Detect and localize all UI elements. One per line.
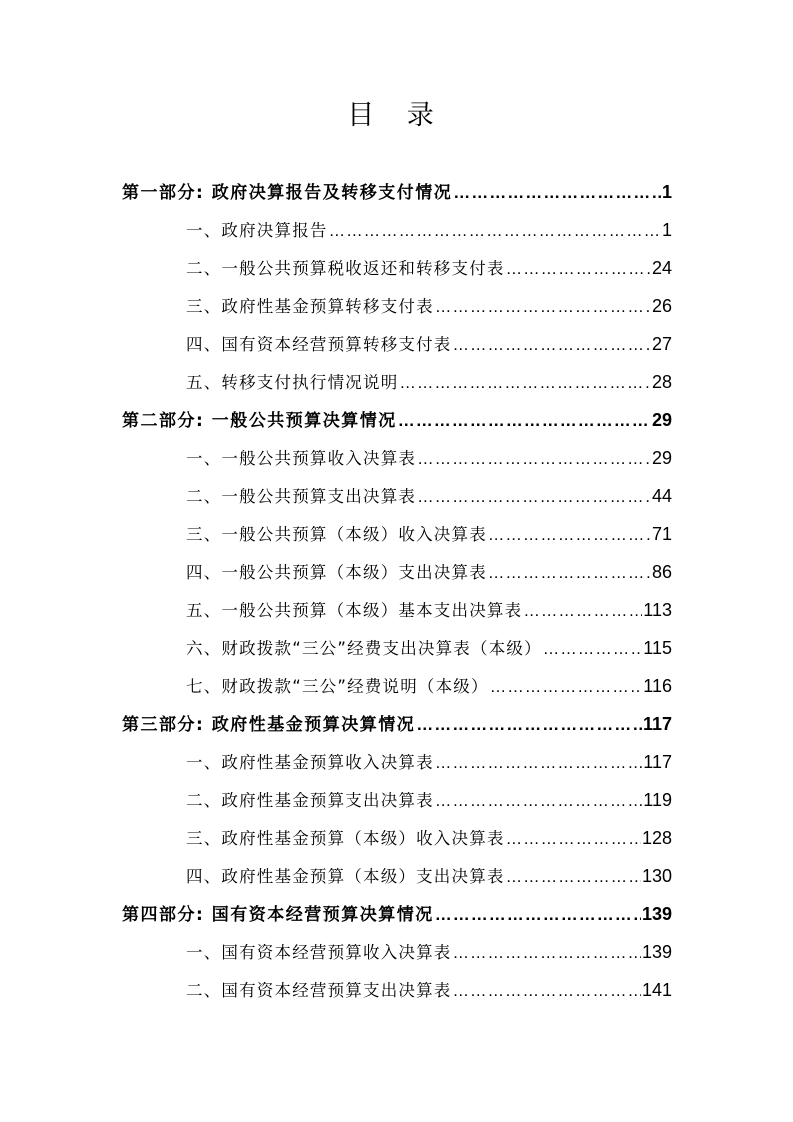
- toc-item[interactable]: [186, 933, 672, 971]
- toc-leader: [488, 516, 651, 553]
- toc-label: 二、政府性基金预算支出决算表: [186, 791, 434, 810]
- toc-leader: [417, 478, 651, 515]
- toc-label: 四、政府性基金预算（本级）支出决算表: [186, 867, 505, 886]
- toc-item[interactable]: [186, 287, 672, 325]
- toc-item[interactable]: [186, 781, 672, 819]
- toc-page-number: 28: [651, 372, 672, 392]
- toc-item[interactable]: [186, 325, 672, 363]
- toc-page-number: 29: [651, 448, 672, 468]
- toc-page-number: 128: [641, 828, 672, 848]
- toc-item[interactable]: [186, 857, 672, 895]
- toc-part-4[interactable]: [122, 895, 672, 933]
- toc-leader: [329, 212, 661, 249]
- toc-item[interactable]: [186, 515, 672, 553]
- toc-part-2[interactable]: [122, 401, 672, 439]
- toc-leader: [453, 972, 641, 1009]
- toc-label: 三、政府性基金预算转移支付表: [186, 297, 434, 316]
- toc-label: 一、政府决算报告: [186, 221, 328, 240]
- toc-leader: [435, 896, 641, 933]
- toc-label: 五、一般公共预算（本级）基本支出决算表: [186, 601, 523, 620]
- toc-leader: [506, 858, 641, 895]
- toc-leader: [435, 744, 642, 781]
- toc-item[interactable]: [186, 629, 672, 667]
- toc-part-1[interactable]: [122, 173, 672, 211]
- toc-item[interactable]: [186, 477, 672, 515]
- toc-page-number: 29: [651, 410, 672, 430]
- toc-leader: [523, 592, 642, 629]
- page-title: 目 录: [347, 100, 446, 131]
- toc-leader: [453, 934, 641, 971]
- toc-label: 四、一般公共预算（本级）支出决算表: [186, 563, 487, 582]
- toc-page-number: 119: [643, 790, 672, 810]
- toc-label: 五、转移支付执行情况说明: [186, 373, 399, 392]
- toc-label: 二、一般公共预算支出决算表: [186, 487, 417, 506]
- toc-page-number: 24: [651, 258, 672, 278]
- toc-leader: [506, 820, 641, 857]
- toc-item[interactable]: [186, 819, 672, 857]
- toc-page-number: 115: [643, 638, 672, 658]
- toc-leader: [398, 402, 651, 439]
- toc-item[interactable]: [186, 439, 672, 477]
- toc-item[interactable]: [186, 363, 672, 401]
- toc-page-number: 113: [643, 600, 672, 620]
- toc-label: 一、政府性基金预算收入决算表: [186, 753, 434, 772]
- toc-part-3[interactable]: [122, 705, 672, 743]
- toc-label: 第四部分: 国有资本经营预算决算情况: [122, 905, 434, 925]
- toc-page-number: 1: [661, 182, 672, 202]
- toc-page-number: 26: [651, 296, 672, 316]
- toc-label: 第二部分: 一般公共预算决算情况: [122, 411, 397, 431]
- toc-leader: [417, 440, 651, 477]
- toc-label: 七、财政拨款“三公”经费说明（本级）: [186, 677, 489, 696]
- toc-label: 第三部分: 政府性基金预算决算情况: [122, 715, 416, 735]
- toc-page-number: 141: [641, 980, 672, 1000]
- toc-page-number: 117: [642, 714, 672, 734]
- toc-page-number: 117: [643, 752, 672, 772]
- toc-page-number: 71: [651, 524, 672, 544]
- toc-leader: [416, 706, 642, 743]
- toc-item[interactable]: [186, 971, 672, 1009]
- toc-leader: [490, 668, 643, 705]
- toc-item[interactable]: [186, 667, 672, 705]
- toc-item[interactable]: [186, 249, 672, 287]
- toc-leader: [435, 288, 651, 325]
- toc-page-number: 27: [651, 334, 672, 354]
- toc-item[interactable]: [186, 743, 672, 781]
- toc-label: 二、国有资本经营预算支出决算表: [186, 981, 452, 1000]
- toc-label: 三、政府性基金预算（本级）收入决算表: [186, 829, 505, 848]
- toc-leader: [506, 250, 651, 287]
- toc-leader: [399, 364, 651, 401]
- toc-item[interactable]: [186, 553, 672, 591]
- toc-label: 一、国有资本经营预算收入决算表: [186, 943, 452, 962]
- toc-leader: [488, 554, 651, 591]
- toc-label: 一、一般公共预算收入决算表: [186, 449, 417, 468]
- toc-leader: [435, 782, 642, 819]
- toc-page-number: 139: [641, 942, 672, 962]
- toc-leader: [543, 630, 643, 667]
- toc-leader: [453, 326, 651, 363]
- toc-page-number: 116: [643, 676, 672, 696]
- toc-page-number: 1: [661, 220, 672, 240]
- toc-page-number: 130: [641, 866, 672, 886]
- toc-item[interactable]: [186, 211, 672, 249]
- toc-item[interactable]: [186, 591, 672, 629]
- toc-page-number: 44: [651, 486, 672, 506]
- toc-label: 三、一般公共预算（本级）收入决算表: [186, 525, 487, 544]
- toc-leader: [453, 174, 661, 211]
- toc-label: 第一部分: 政府决算报告及转移支付情况: [122, 183, 453, 203]
- toc-page-number: 86: [651, 562, 672, 582]
- toc-label: 二、一般公共预算税收返还和转移支付表: [186, 259, 505, 278]
- toc-label: 四、国有资本经营预算转移支付表: [186, 335, 452, 354]
- toc-label: 六、财政拨款“三公”经费支出决算表（本级）: [186, 639, 542, 658]
- toc-page-number: 139: [641, 904, 672, 924]
